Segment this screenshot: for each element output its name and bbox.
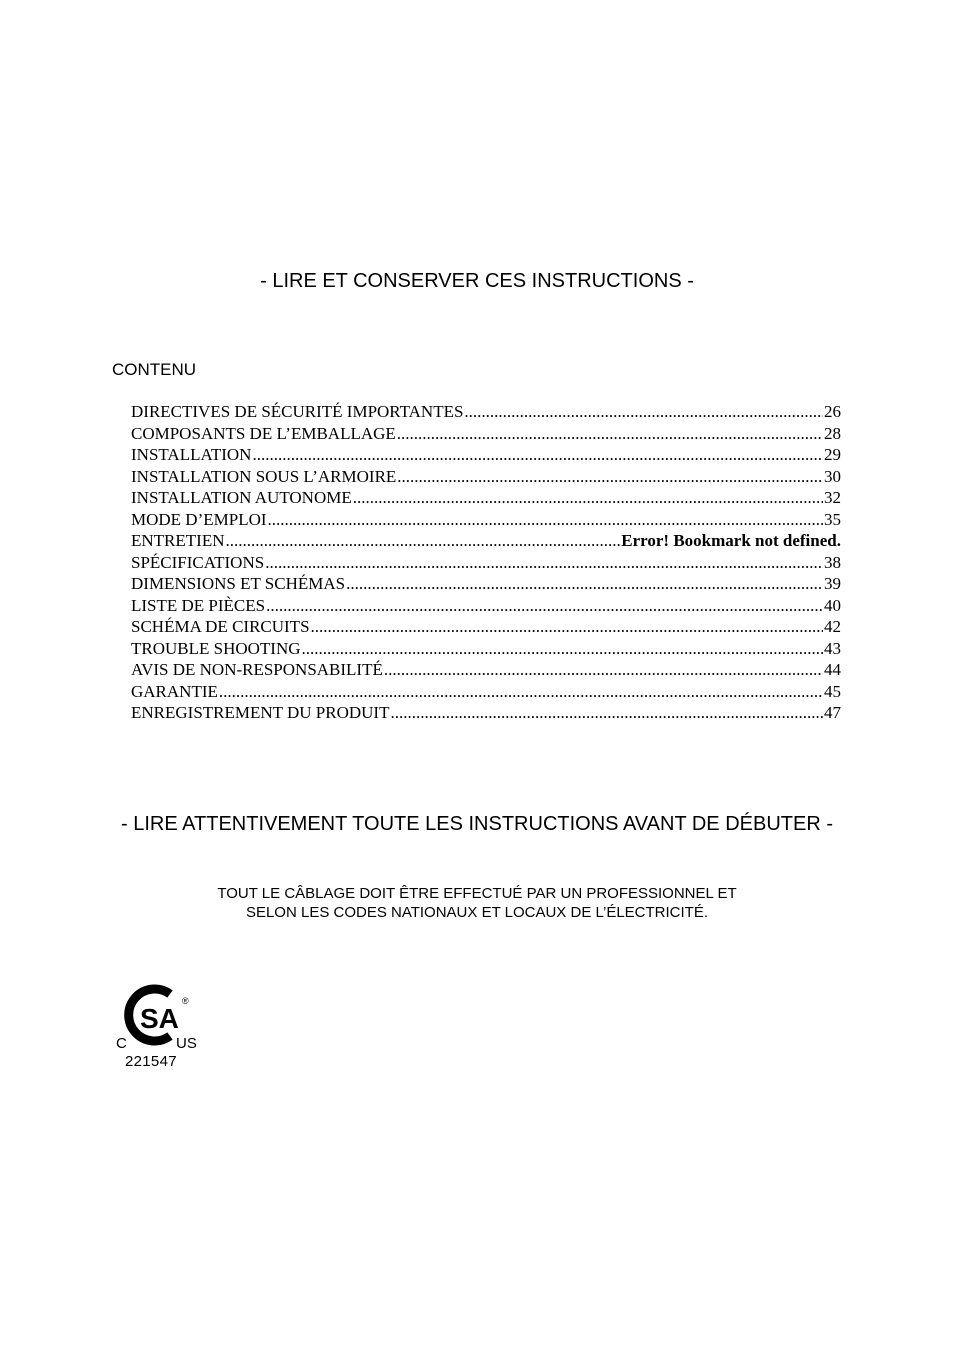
toc-entry[interactable]	[131, 659, 841, 681]
toc-entry[interactable]	[131, 638, 841, 660]
toc-leader-dots	[266, 595, 823, 617]
toc-entry-page: 45	[824, 681, 841, 701]
toc-entry-title: COMPOSANTS DE L’EMBALLAGE	[131, 423, 396, 443]
wiring-notice-line-1: TOUT LE CÂBLAGE DOIT ÊTRE EFFECTUÉ PAR UN PROFESSIONNEL ET	[217, 885, 737, 902]
toc-leader-dots	[346, 573, 823, 595]
toc-entry[interactable]	[131, 595, 841, 617]
toc-leader-dots	[384, 659, 823, 681]
toc-entry-page: 29	[824, 445, 841, 464]
contents-label: CONTENU	[112, 360, 197, 379]
toc-entry[interactable]	[131, 401, 841, 423]
toc-entry-page: 32	[824, 488, 841, 507]
toc-entry-title: DIMENSIONS ET SCHÉMAS	[131, 574, 346, 593]
csa-logo-text: SA	[140, 1003, 179, 1034]
wiring-notice-line-2: SELON LES CODES NATIONAUX ET LOCAUX DE L’ÉLECTRICITÉ.	[245, 904, 709, 921]
toc-entry-title: LISTE DE PIÈCES	[131, 595, 266, 615]
toc-leader-dots	[265, 552, 823, 574]
toc-entry-page: 26	[824, 402, 841, 421]
read-instructions-heading: - LIRE ATTENTIVEMENT TOUTE LES INSTRUCTIONS AVANT DE DÉBUTER -	[121, 813, 833, 835]
toc-entry-page: 30	[824, 466, 841, 486]
toc-entry-page: 35	[824, 509, 841, 529]
registered-mark: ®	[182, 996, 189, 1006]
toc-entry[interactable]	[131, 530, 841, 552]
toc-entry-title: TROUBLE SHOOTING	[131, 638, 301, 658]
toc-entry-title: AVIS DE NON-RESPONSABILITÉ	[131, 660, 383, 679]
toc-entry-title: INSTALLATION AUTONOME	[131, 488, 352, 507]
toc-entry-title: INSTALLATION	[131, 445, 252, 464]
toc-leader-dots	[464, 401, 823, 423]
toc-entry[interactable]	[131, 444, 841, 466]
csa-c-mark: C	[116, 1035, 127, 1052]
toc-entry-page: 38	[824, 552, 841, 572]
toc-entry-title: SCHÉMA DE CIRCUITS	[131, 617, 310, 636]
toc-entry[interactable]	[131, 616, 841, 638]
toc-entry-page: 40	[824, 595, 841, 615]
toc-leader-dots	[268, 509, 823, 531]
toc-entry[interactable]	[131, 681, 841, 703]
toc-entry[interactable]	[131, 509, 841, 531]
toc-leader-dots	[225, 530, 620, 552]
toc-entry-page: 43	[824, 638, 841, 658]
toc-entry[interactable]	[131, 487, 841, 509]
toc-leader-dots	[390, 702, 823, 724]
page-title: - LIRE ET CONSERVER CES INSTRUCTIONS -	[260, 270, 694, 292]
toc-entry[interactable]	[131, 423, 841, 445]
csa-certification-mark	[114, 984, 204, 1074]
toc-entry-page: 44	[824, 660, 841, 679]
toc-entry-title: SPÉCIFICATIONS	[131, 552, 265, 572]
toc-entry-title: GARANTIE	[131, 681, 218, 701]
csa-us-mark: US	[176, 1035, 197, 1052]
toc-entry-page: 47	[824, 703, 841, 722]
toc-entry-title: INSTALLATION SOUS L’ARMOIRE	[131, 466, 397, 486]
toc-entry-page: 42	[824, 617, 841, 636]
toc-leader-dots	[252, 444, 823, 466]
toc-entry-page-error: Error! Bookmark not defined.	[621, 531, 841, 550]
toc-entry[interactable]	[131, 552, 841, 574]
csa-certificate-number: 221547	[125, 1053, 177, 1070]
toc-leader-dots	[353, 487, 823, 509]
toc-entry-title: ENREGISTREMENT DU PRODUIT	[131, 703, 390, 722]
toc-leader-dots	[302, 638, 823, 660]
toc-leader-dots	[397, 466, 823, 488]
toc-entry[interactable]	[131, 466, 841, 488]
toc-entry-page: 28	[824, 423, 841, 443]
wiring-notice	[120, 884, 834, 922]
toc-leader-dots	[397, 423, 823, 445]
toc-leader-dots	[311, 616, 823, 638]
table-of-contents	[131, 401, 841, 724]
toc-entry-title: MODE D’EMPLOI	[131, 509, 267, 529]
toc-entry[interactable]	[131, 702, 841, 724]
toc-entry-title: DIRECTIVES DE SÉCURITÉ IMPORTANTES	[131, 402, 464, 421]
toc-entry[interactable]	[131, 573, 841, 595]
toc-entry-title: ENTRETIEN	[131, 531, 225, 550]
toc-entry-page: 39	[824, 574, 841, 593]
toc-leader-dots	[219, 681, 823, 703]
